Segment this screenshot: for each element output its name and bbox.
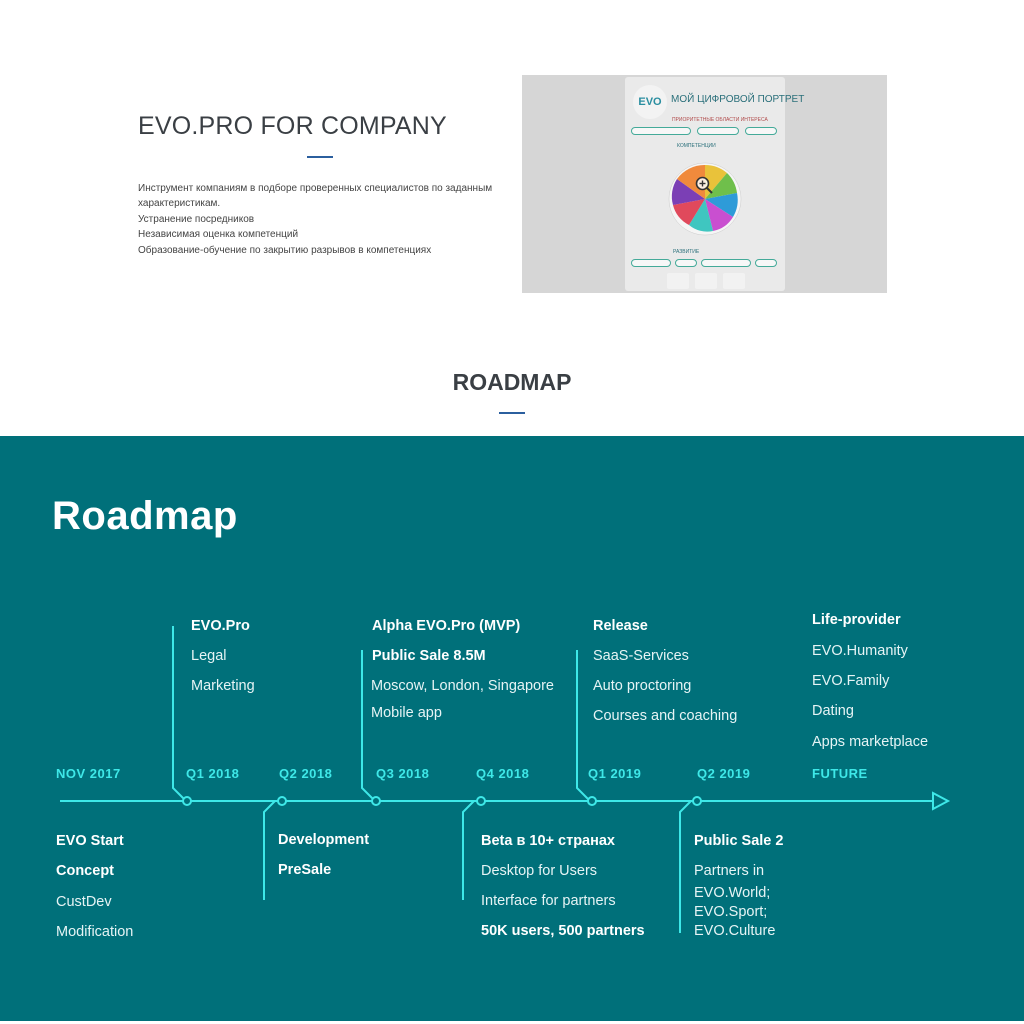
milestone-item: EVO.World; xyxy=(694,885,771,901)
competencies-heading: КОМПЕТЕНЦИИ xyxy=(677,143,716,149)
roadmap-divider xyxy=(499,412,525,414)
milestone-item: EVO.Pro xyxy=(191,618,250,634)
milestone-item: Interface for partners xyxy=(481,893,616,909)
milestone-item: SaaS-Services xyxy=(593,648,689,664)
company-title: EVO.PRO FOR COMPANY xyxy=(138,112,447,140)
edit-button xyxy=(723,273,745,289)
milestone-item: PreSale xyxy=(278,862,332,878)
milestone-item: Auto proctoring xyxy=(593,678,692,694)
milestone-label-q1-2019: Q1 2019 xyxy=(588,766,642,781)
milestone-label-future: FUTURE xyxy=(812,766,868,781)
milestone-item: EVO Start xyxy=(56,833,124,849)
milestone-item: Life-provider xyxy=(812,612,901,628)
milestone-item: Public Sale 8.5M xyxy=(372,648,486,664)
milestone-label-q3-2018: Q3 2018 xyxy=(376,766,430,781)
milestone-item: Apps marketplace xyxy=(812,734,929,750)
milestone-label-q1-2018: Q1 2018 xyxy=(186,766,240,781)
milestone-item: EVO.Sport; xyxy=(694,904,768,920)
milestone-item: Release xyxy=(593,618,648,634)
interests-heading: ПРИОРИТЕТНЫЕ ОБЛАСТИ ИНТЕРЕСА xyxy=(672,117,768,123)
development-heading: РАЗВИТИЕ xyxy=(673,249,700,255)
description-line: Инструмент компаниям в подборе проверенных специалистов по заданным характеристикам. xyxy=(138,183,493,210)
milestone-label-q2-2019: Q2 2019 xyxy=(697,766,751,781)
milestone-item: Alpha EVO.Pro (MVP) xyxy=(372,618,521,634)
milestone-item: Mobile app xyxy=(371,705,442,721)
milestone-item: EVO.Family xyxy=(812,673,890,689)
interest-pill xyxy=(745,127,777,135)
development-pill xyxy=(755,259,777,267)
company-description xyxy=(138,181,508,258)
milestone-item: Public Sale 2 xyxy=(694,833,784,849)
share-button xyxy=(667,273,689,289)
interest-pill xyxy=(697,127,739,135)
milestone-item: Modification xyxy=(56,924,134,940)
milestone-item: 50K users, 500 partners xyxy=(481,923,645,939)
milestone-label-q2-2018: Q2 2018 xyxy=(279,766,333,781)
milestone-label-q4-2018: Q4 2018 xyxy=(476,766,530,781)
digital-portrait-screenshot[interactable] xyxy=(522,75,887,293)
milestone-item: EVO.Humanity xyxy=(812,643,908,659)
milestone-item: Desktop for Users xyxy=(481,863,598,879)
milestone-item: Concept xyxy=(56,863,114,879)
development-pill xyxy=(675,259,697,267)
milestone-item: Dating xyxy=(812,703,854,719)
description-line: Устранение посредников xyxy=(138,213,255,225)
share-button xyxy=(695,273,717,289)
roadmap-banner-title: Roadmap xyxy=(52,494,238,538)
development-pill xyxy=(631,259,671,267)
competency-radar-chart xyxy=(665,159,745,239)
zoom-in-icon[interactable] xyxy=(694,175,714,195)
milestone-item: Legal xyxy=(191,648,227,664)
interest-pill xyxy=(631,127,691,135)
milestone-item: Development xyxy=(278,832,370,848)
title-divider xyxy=(307,156,333,158)
development-pill xyxy=(701,259,751,267)
milestone-item: CustDev xyxy=(56,894,112,910)
milestone-item: EVO.Culture xyxy=(694,923,776,939)
milestone-item: Courses and coaching xyxy=(593,708,738,724)
milestone-item: Beta в 10+ странах xyxy=(481,833,615,849)
roadmap-section-heading: ROADMAP xyxy=(452,369,572,395)
milestone-label-nov-2017: NOV 2017 xyxy=(56,766,121,781)
evo-logo: EVO xyxy=(633,85,667,119)
milestone-item: Marketing xyxy=(191,678,255,694)
milestone-item: Moscow, London, Singapore xyxy=(371,678,554,694)
milestone-item: Partners in xyxy=(694,863,765,879)
description-line: Образование-обучение по закрытию разрывов в компетенциях xyxy=(138,244,432,256)
portrait-title: МОЙ ЦИФРОВОЙ ПОРТРЕТ xyxy=(671,94,805,105)
description-line: Независимая оценка компетенций xyxy=(138,229,299,241)
